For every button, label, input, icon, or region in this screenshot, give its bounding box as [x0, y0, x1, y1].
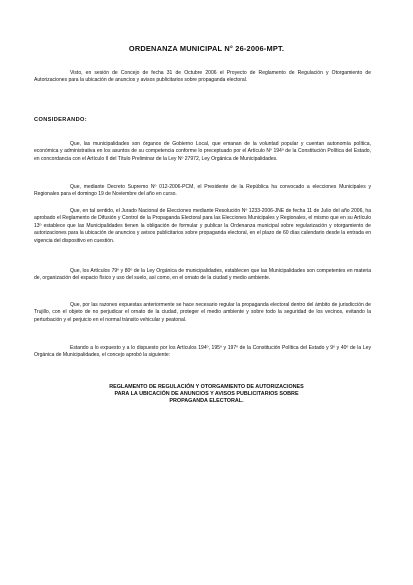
paragraph-2: Que, mediante Decreto Supremo Nº 012-2006-PCM, el Presidente de la República ha convocado a elecciones Municipales y Regionales para el domingo 19 de Noviembre del año en curso.	[34, 184, 371, 198]
paragraph-3: Que, en tal sentido, el Jurado Nacional de Elecciones mediante Resolución Nº 1233-2006-JNE de fecha 11 de Julio del año 2006, ha aprobado el Reglamento de Difusión y Control de la Propaganda Electoral para las Elecciones Municipales y Regionales, el mismo que en su Artículo 13º establece que las Municipalidades tienen la obligación de formular y publicar la Ordenanza municipal sobre regularización y otorgamiento de autorizaciones para la ubicación de anuncios y avisos publicitarios sobre propaganda electoral, en el plazo de 60 días calendario desde la entrada en vigencia del dispositivo en cuestión.	[34, 208, 371, 244]
paragraph-1: Que, las municipalidades son órganos de Gobierno Local, que emanan de la voluntad popular y cuentan autonomía política, económica y administrativa en los asuntos de su competencia conforme lo preceptuado por el Artículo Nº 194º de la Constitución Política del Estado, en concordancia con el Artículo II del Título Preliminar de la Ley Nº 27972, Ley Orgánica de Municipalidades.	[34, 141, 371, 162]
ordinance-title: ORDENANZA MUNICIPAL N° 26-2006-MPT.	[128, 44, 285, 53]
regulation-title	[0, 384, 413, 406]
regulation-title-line-2: PARA LA UBICACIÓN DE ANUNCIOS Y AVISOS PUBLICITARIOS SOBRE	[114, 391, 299, 398]
paragraph-6: Estando a lo expuesto y a lo dispuesto por los Artículos 194º, 195º y 197º de la Constitución Política del Estado y 9º y 40º de la Ley Orgánica de Municipalidades, el concejo aprobó la siguiente:	[34, 345, 371, 359]
paragraph-5: Que, por las razones expuestas anteriormente se hace necesario regular la propaganda electoral dentro del ámbito de jurisdicción de Trujillo, con el objeto de no perjudicar el ornato de la ciudad, proteger el medio ambiente y sobre todo la seguridad de los vecinos, evitando la perturbación y el perjuicio en el normal tránsito vehicular y peatonal.	[34, 302, 371, 323]
considerando-heading: CONSIDERANDO:	[34, 117, 88, 123]
paragraph-4: Que, los Artículos 79º y 80º de la Ley Orgánica de municipalidades, establecen que las Municipalidades son competentes en materia de, organización del espacio físico y uso del suelo, así como, en el ornato de la ciudad y medio ambiente.	[34, 268, 371, 282]
regulation-title-line-1: REGLAMENTO DE REGULACIÓN Y OTORGAMIENTO DE AUTORIZACIONES	[109, 384, 304, 390]
regulation-title-line-3: PROPAGANDA ELECTORAL.	[169, 398, 244, 405]
intro-paragraph: Visto, en sesión de Concejo de fecha 31 de Octubre 2006 el Proyecto de Reglamento de Regulación y Otorgamiento de Autorizaciones para la ubicación de anuncios y avisos publicitarios sobre propaganda electoral.	[34, 70, 371, 84]
